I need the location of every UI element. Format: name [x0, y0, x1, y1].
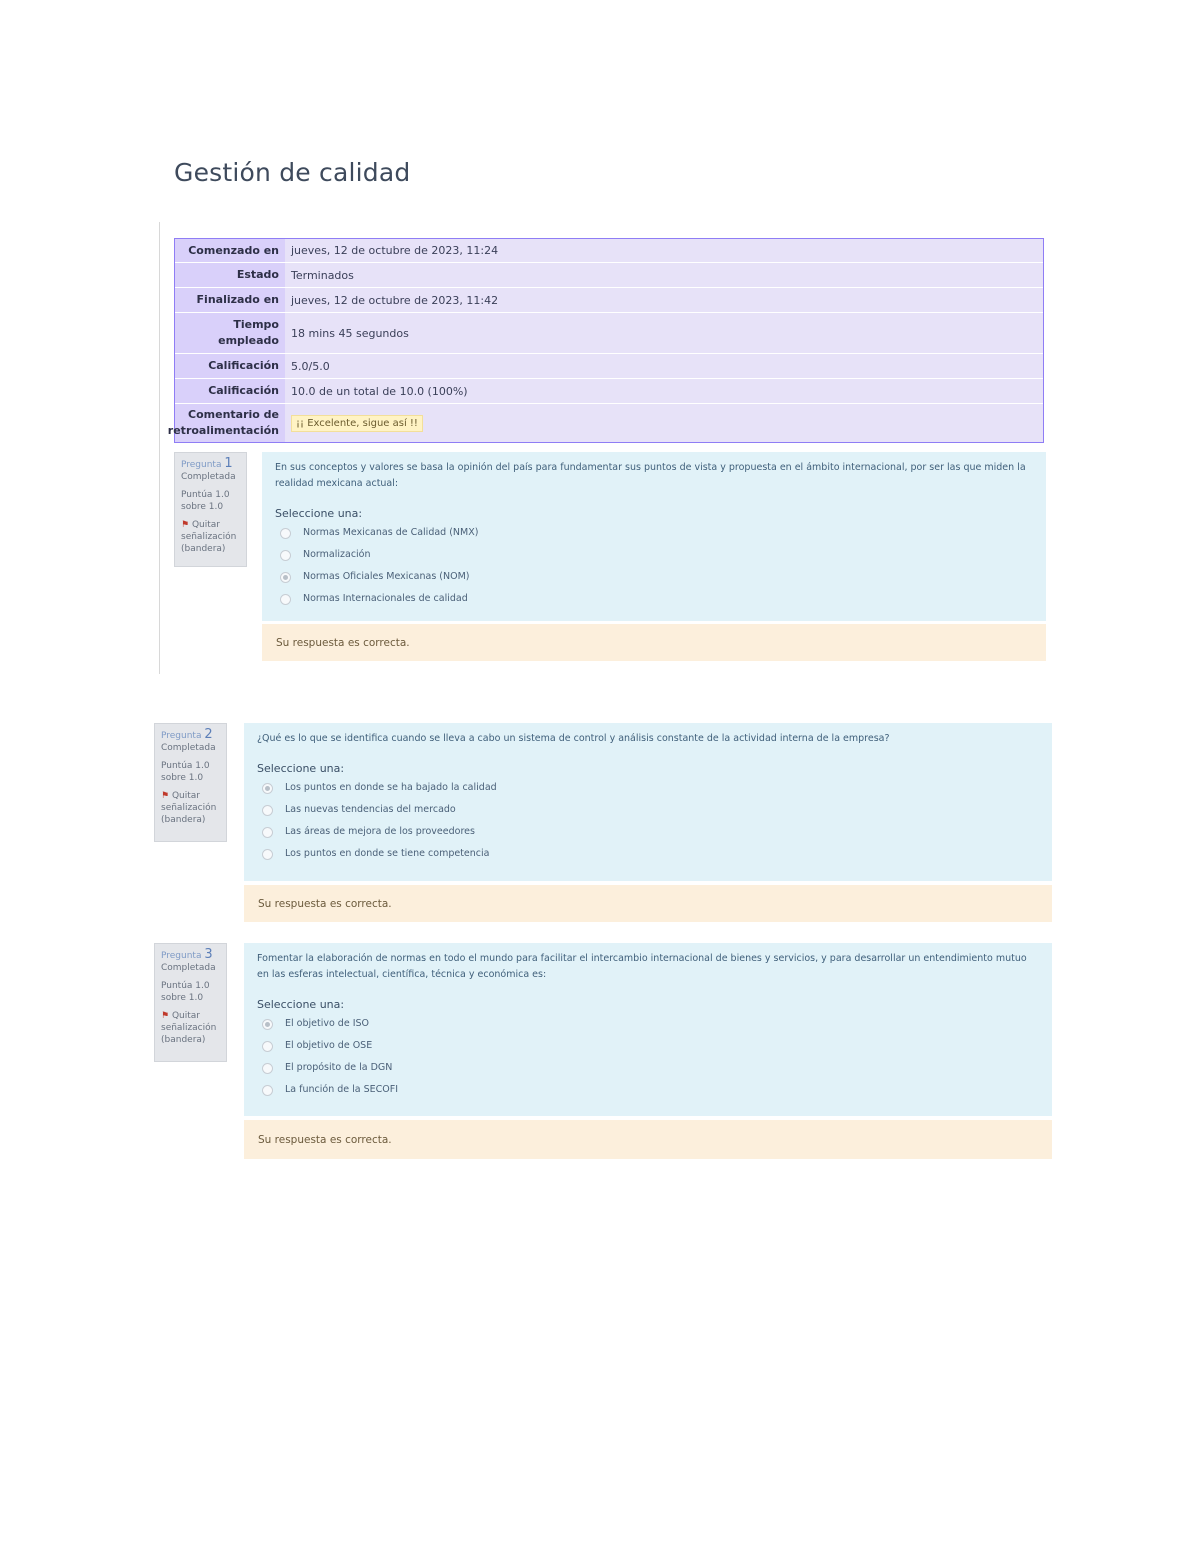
question-score: Puntúa 1.0 sobre 1.0 — [161, 761, 210, 783]
radio-button[interactable] — [262, 1063, 273, 1074]
radio-button-checked[interactable] — [280, 572, 291, 583]
question-content-3 — [244, 943, 1052, 1116]
page-title: Gestión de calidad — [174, 158, 411, 187]
radio-button[interactable] — [262, 805, 273, 816]
radio-button[interactable] — [262, 1041, 273, 1052]
question-status: Completada — [161, 963, 216, 973]
answer-option[interactable]: El propósito de la DGN — [257, 1057, 1039, 1079]
feedback-badge: ¡¡ Excelente, sigue así !! — [291, 415, 423, 432]
question-number: Pregunta 1 — [181, 456, 233, 471]
summary-label: Calificación — [175, 354, 285, 378]
question-prompt: Fomentar la elaboración de normas en todo el mundo para facilitar el intercambio internacional de bienes y servicios, y para desarrollar un entendimiento mutuo en las esferas intelectual, científica, técnica y económica es: — [257, 953, 1027, 980]
question-content-2 — [244, 723, 1052, 881]
answer-option[interactable]: Normas Oficiales Mexicanas (NOM) — [275, 566, 1033, 588]
radio-button-checked[interactable] — [262, 1019, 273, 1030]
summary-label: Comenzado en — [175, 239, 285, 262]
question-info-2 — [154, 723, 227, 842]
remove-flag-link[interactable]: ⚑ Quitar señalización (bandera) — [161, 1011, 217, 1045]
radio-button[interactable] — [280, 528, 291, 539]
radio-button-checked[interactable] — [262, 783, 273, 794]
summary-label: Tiempo empleado — [175, 313, 285, 353]
summary-value: 5.0/5.0 — [285, 354, 1043, 378]
question-status: Completada — [161, 743, 216, 753]
radio-button[interactable] — [262, 849, 273, 860]
answer-option[interactable]: Los puntos en donde se tiene competencia — [257, 843, 1039, 865]
radio-button[interactable] — [280, 594, 291, 605]
flag-icon: ⚑ — [181, 520, 190, 530]
flag-icon: ⚑ — [161, 1011, 170, 1021]
summary-row-grade — [175, 379, 1043, 404]
select-label: Seleccione una: — [257, 998, 345, 1011]
summary-value — [285, 404, 1043, 442]
flag-icon: ⚑ — [161, 791, 170, 801]
question-prompt: En sus conceptos y valores se basa la opinión del país para fundamentar sus puntos de vista y propuesta en el ámbito internacional, por ser las que miden la realidad mexicana actual: — [275, 462, 1026, 489]
question-content-1 — [262, 452, 1046, 621]
summary-value: 18 mins 45 segundos — [285, 313, 1043, 353]
radio-button[interactable] — [280, 550, 291, 561]
summary-row-state — [175, 263, 1043, 288]
select-label: Seleccione una: — [257, 762, 345, 775]
remove-flag-link[interactable]: ⚑ Quitar señalización (bandera) — [181, 520, 237, 554]
summary-label: Finalizado en — [175, 288, 285, 312]
answer-option[interactable]: La función de la SECOFI — [257, 1079, 1039, 1101]
question-status: Completada — [181, 472, 236, 482]
question-prompt: ¿Qué es lo que se identifica cuando se lleva a cabo un sistema de control y análisis constante de la actividad interna de la empresa? — [257, 733, 890, 744]
question-number: Pregunta 3 — [161, 947, 213, 962]
question-info-1 — [174, 452, 247, 567]
radio-button[interactable] — [262, 827, 273, 838]
summary-label: Calificación — [175, 379, 285, 403]
summary-value: 10.0 de un total de 10.0 (100%) — [285, 379, 1043, 403]
summary-row-finished — [175, 288, 1043, 313]
divider-line — [159, 222, 160, 674]
answer-option[interactable]: Normalización — [275, 544, 1033, 566]
select-label: Seleccione una: — [275, 507, 363, 520]
answer-option[interactable]: Los puntos en donde se ha bajado la calidad — [257, 777, 1039, 799]
summary-value: jueves, 12 de octubre de 2023, 11:24 — [285, 239, 1043, 262]
answer-option[interactable]: Las nuevas tendencias del mercado — [257, 799, 1039, 821]
radio-button[interactable] — [262, 1085, 273, 1096]
summary-row-marks — [175, 354, 1043, 379]
answer-feedback-3: Su respuesta es correcta. — [244, 1120, 1052, 1159]
answer-option[interactable]: Normas Internacionales de calidad — [275, 588, 1033, 610]
answer-option[interactable]: Las áreas de mejora de los proveedores — [257, 821, 1039, 843]
answer-option[interactable]: El objetivo de OSE — [257, 1035, 1039, 1057]
answer-option[interactable]: El objetivo de ISO — [257, 1013, 1039, 1035]
summary-row-feedback — [167, 404, 1043, 442]
answer-option[interactable]: Normas Mexicanas de Calidad (NMX) — [275, 522, 1033, 544]
summary-row-time — [175, 313, 1043, 354]
remove-flag-link[interactable]: ⚑ Quitar señalización (bandera) — [161, 791, 217, 825]
summary-label: Comentario de retroalimentación — [175, 404, 285, 442]
question-number: Pregunta 2 — [161, 727, 213, 742]
answer-feedback-1: Su respuesta es correcta. — [262, 624, 1046, 661]
summary-row-started — [175, 239, 1043, 263]
answer-feedback-2: Su respuesta es correcta. — [244, 885, 1052, 922]
attempt-summary-table — [167, 238, 1044, 443]
question-info-3 — [154, 943, 227, 1062]
question-score: Puntúa 1.0 sobre 1.0 — [181, 490, 230, 512]
summary-label: Estado — [175, 263, 285, 287]
summary-value: Terminados — [285, 263, 1043, 287]
summary-value: jueves, 12 de octubre de 2023, 11:42 — [285, 288, 1043, 312]
question-score: Puntúa 1.0 sobre 1.0 — [161, 981, 210, 1003]
